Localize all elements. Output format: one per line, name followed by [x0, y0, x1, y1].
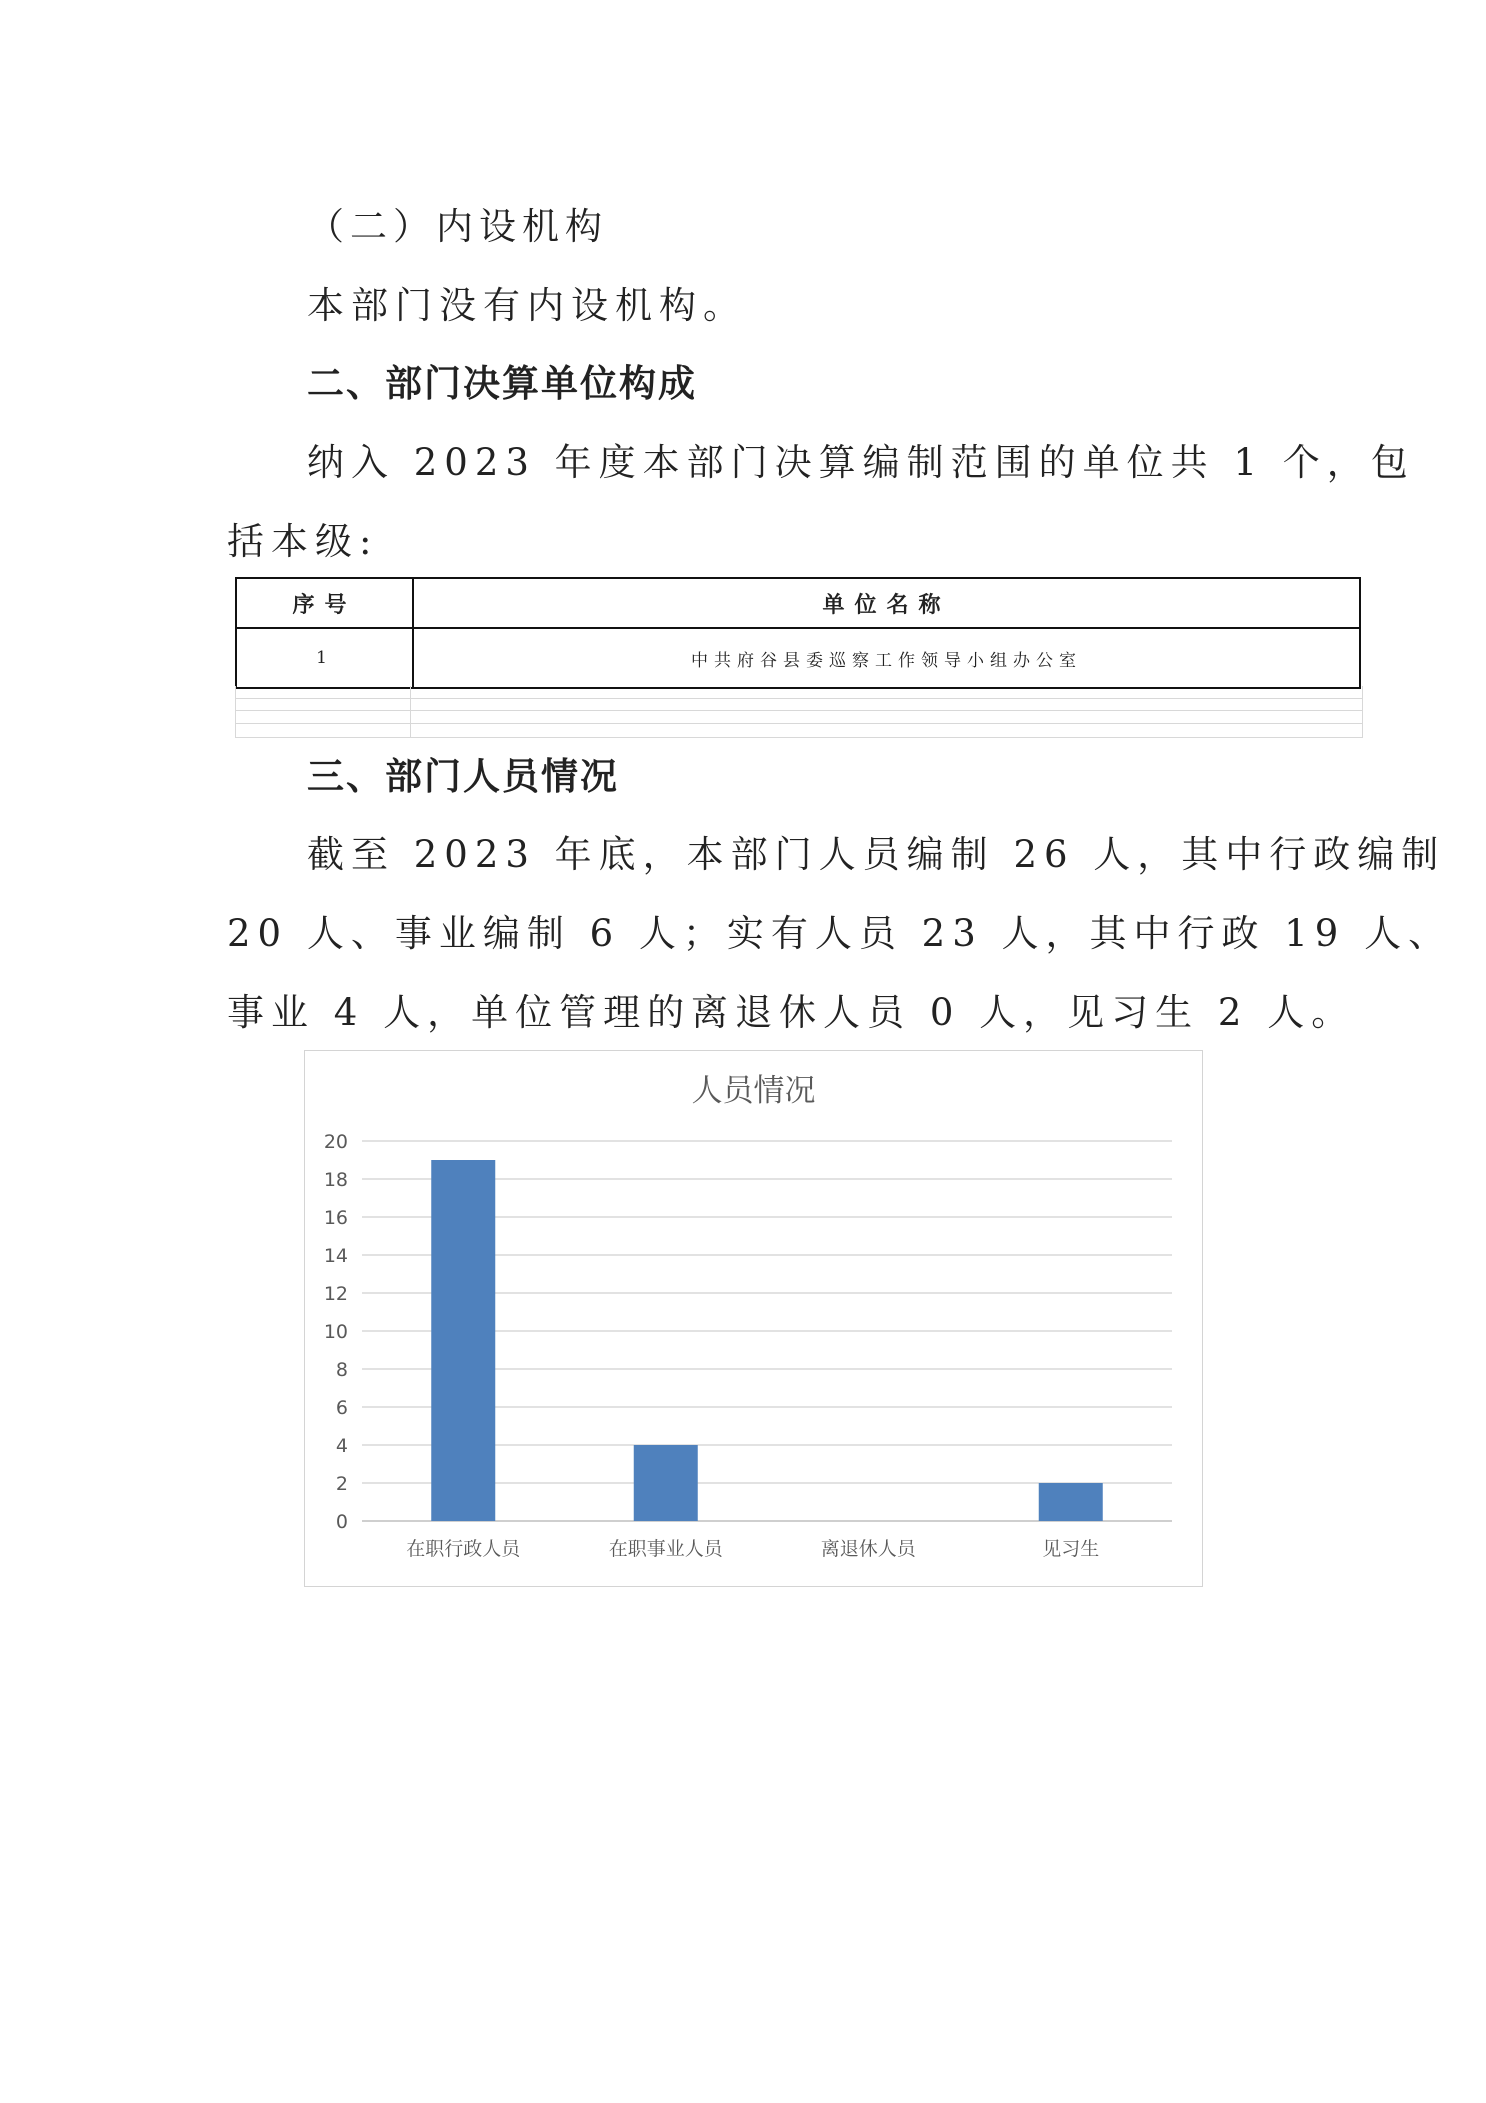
section-internal-text: 本部门没有内设机构。 — [307, 284, 747, 327]
y-tick-label: 14 — [323, 1245, 348, 1267]
table-row — [236, 628, 1360, 688]
x-tick-label: 见习生 — [1042, 1538, 1100, 1560]
x-tick-label: 离退休人员 — [820, 1538, 916, 1560]
section-staff-text-line1: 截至 2023 年底，本部门人员编制 26 人，其中行政编制 — [307, 833, 1446, 876]
unit-table-cell-seq: 1 — [236, 628, 413, 688]
y-tick-label: 18 — [323, 1169, 348, 1191]
unit-table-header-row — [236, 578, 1360, 628]
table-ghost-line — [1362, 686, 1363, 738]
y-tick-label: 16 — [323, 1207, 348, 1229]
section-staff-heading: 三、部门人员情况 — [307, 755, 619, 798]
chart-title: 人员情况 — [691, 1073, 816, 1109]
bar — [634, 1445, 698, 1521]
y-tick-label: 2 — [335, 1473, 348, 1495]
x-tick-label: 在职事业人员 — [608, 1538, 723, 1560]
table-ghost-line — [410, 686, 411, 738]
table-ghost-line — [235, 686, 236, 738]
section-staff-text-line3: 事业 4 人，单位管理的离退休人员 0 人，见习生 2 人。 — [227, 991, 1356, 1034]
table-ghost-line — [235, 723, 1363, 724]
y-tick-label: 0 — [335, 1511, 348, 1533]
y-tick-label: 8 — [335, 1359, 348, 1381]
unit-table-header-seq: 序号 — [236, 578, 413, 628]
unit-table — [235, 577, 1361, 689]
table-ghost-line — [235, 710, 1363, 711]
bar — [431, 1160, 495, 1521]
table-ghost-line — [235, 737, 1363, 738]
table-ghost-line — [235, 698, 1363, 699]
y-tick-label: 12 — [323, 1283, 348, 1305]
section-internal-heading: （二）内设机构 — [307, 205, 608, 248]
y-tick-label: 20 — [323, 1131, 348, 1153]
bar — [1039, 1483, 1103, 1521]
unit-table-header-name: 单位名称 — [413, 578, 1360, 628]
y-tick-label: 10 — [323, 1321, 348, 1343]
y-tick-label: 6 — [335, 1397, 348, 1419]
staff-bar-chart — [304, 1050, 1203, 1587]
section-staff-text-line2: 20 人、事业编制 6 人；实有人员 23 人，其中行政 19 人、 — [227, 912, 1453, 955]
y-tick-label: 4 — [335, 1435, 348, 1457]
chart-plot — [305, 1051, 1202, 1586]
unit-table-cell-name: 中共府谷县委巡察工作领导小组办公室 — [413, 628, 1360, 688]
section-units-text-line2: 括本级: — [227, 520, 379, 563]
section-units-text-line1: 纳入 2023 年度本部门决算编制范围的单位共 1 个，包 — [307, 441, 1415, 484]
x-tick-label: 在职行政人员 — [406, 1538, 521, 1560]
section-units-heading: 二、部门决算单位构成 — [307, 362, 697, 405]
